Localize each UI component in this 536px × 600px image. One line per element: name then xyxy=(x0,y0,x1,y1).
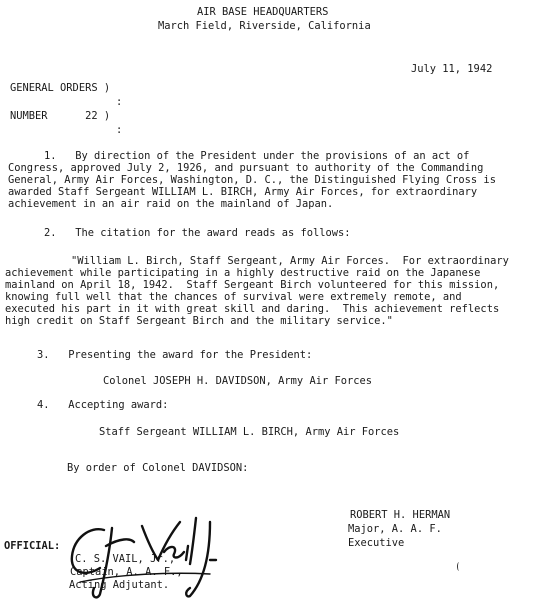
paragraph-1-line: Congress, approved July 2, 1926, and pursuant to authority of the Commanding xyxy=(8,162,484,174)
executive-name: ROBERT H. HERMAN xyxy=(350,509,451,521)
official-rank: Captain, A. A. F., xyxy=(70,566,183,578)
document-date: July 11, 1942 xyxy=(411,63,493,75)
executive-title: Executive xyxy=(348,537,405,549)
orders-number-label: NUMBER 22 ) xyxy=(10,110,111,122)
citation-line: "William L. Birch, Staff Sergeant, Army Air Forces. For extraordinary xyxy=(71,255,509,267)
orders-colon-1: : xyxy=(116,96,123,108)
citation-line: knowing full well that the chances of survival were extremely remote, and xyxy=(5,291,462,303)
paragraph-4-intro: 4. Accepting award: xyxy=(37,399,169,411)
orders-colon-2: : xyxy=(116,124,123,136)
paragraph-1-line: General, Army Air Forces, Washington, D. C., the Distinguished Flying Cross is xyxy=(8,174,496,186)
executive-rank: Major, A. A. F. xyxy=(348,523,442,535)
general-orders-label: GENERAL ORDERS ) xyxy=(10,82,111,94)
paragraph-1-line: 1. By direction of the President under the provisions of an act of xyxy=(44,150,470,162)
citation-line: mainland on April 18, 1942. Staff Sergeant Birch volunteered for this mission, xyxy=(5,279,500,291)
official-label: OFFICIAL: xyxy=(4,540,61,552)
official-name: C. S. VAIL, Jr., xyxy=(75,553,176,565)
recipient-name: Staff Sergeant WILLIAM L. BIRCH, Army Air Forces xyxy=(99,426,400,438)
paragraph-1-line: achievement in an air raid on the mainland of Japan. xyxy=(8,198,334,210)
header-line-2: March Field, Riverside, California xyxy=(158,20,371,32)
citation-line: achievement while participating in a highly destructive raid on the Japanese xyxy=(5,267,481,279)
citation-line: executed his part in it with great skill and daring. This achievement reflects xyxy=(5,303,500,315)
handwritten-signature xyxy=(60,508,260,600)
official-title: Acting Adjutant. xyxy=(69,579,170,591)
citation-text xyxy=(5,255,509,327)
stray-mark xyxy=(457,562,461,571)
paragraph-1-line: awarded Staff Sergeant WILLIAM L. BIRCH, Army Air Forces, for extraordinary xyxy=(8,186,478,198)
by-order-line: By order of Colonel DAVIDSON: xyxy=(67,462,249,474)
presenter-name: Colonel JOSEPH H. DAVIDSON, Army Air Forces xyxy=(103,375,372,387)
paragraph-3-intro: 3. Presenting the award for the President: xyxy=(37,349,313,361)
paragraph-1 xyxy=(8,150,496,210)
citation-line: high credit on Staff Sergeant Birch and the military service." xyxy=(5,315,393,327)
header-line-1: AIR BASE HEADQUARTERS xyxy=(197,6,329,18)
paragraph-2-intro: 2. The citation for the award reads as follows: xyxy=(44,227,351,239)
